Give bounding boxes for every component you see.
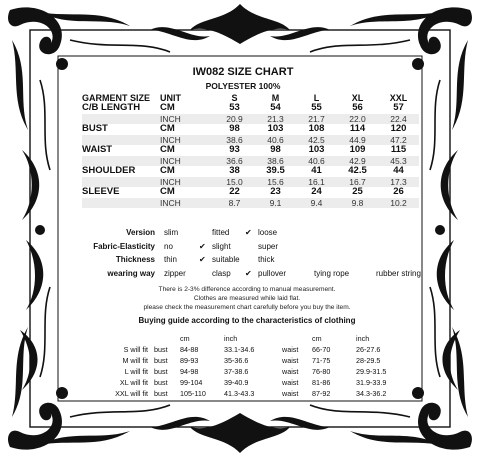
guide-value: waist bbox=[282, 345, 299, 354]
characteristic-option: pullover bbox=[258, 268, 287, 278]
guide-value: waist bbox=[282, 378, 299, 387]
guide-value: 39-40.9 bbox=[224, 378, 249, 387]
left-side-ornament bbox=[20, 150, 45, 390]
size-fit-label: XXL will fit bbox=[115, 389, 148, 398]
guide-value: 31.9-33.9 bbox=[356, 378, 387, 387]
size-value: 55 bbox=[311, 102, 322, 114]
size-fit-label: M will fit bbox=[122, 356, 148, 365]
measurement-name: SLEEVE bbox=[82, 186, 120, 198]
guide-value: 84-88 bbox=[180, 345, 199, 354]
note-line: Clothes are measured while laid flat. bbox=[193, 295, 301, 302]
size-value: 8.7 bbox=[228, 198, 241, 208]
size-value: 24 bbox=[311, 186, 322, 198]
size-value: 114 bbox=[349, 123, 366, 135]
check-mark-icon: ✔ bbox=[199, 255, 206, 264]
guide-column-header: cm bbox=[180, 334, 190, 343]
size-value: 44.9 bbox=[349, 135, 366, 145]
characteristic-option: slim bbox=[164, 228, 179, 237]
size-value: 21.3 bbox=[267, 114, 284, 124]
guide-column-header: inch bbox=[224, 334, 238, 343]
measurement-name: WAIST bbox=[82, 144, 113, 156]
right-side-ornament bbox=[435, 150, 460, 390]
size-value: 22.0 bbox=[349, 114, 366, 124]
size-value: 15.0 bbox=[226, 177, 243, 187]
guide-value: 29.9-31.5 bbox=[356, 367, 387, 376]
size-value: 45.3 bbox=[390, 156, 407, 166]
size-value: 108 bbox=[308, 123, 325, 135]
measurement-name: C/B LENGTH bbox=[82, 102, 141, 114]
size-value: 39.5 bbox=[266, 165, 285, 177]
guide-value: waist bbox=[282, 356, 299, 365]
characteristic-option: clasp bbox=[212, 268, 231, 278]
size-value: 54 bbox=[270, 102, 281, 114]
column-header: XXL bbox=[389, 93, 408, 103]
characteristic-label: Version bbox=[126, 228, 155, 237]
size-row-inch bbox=[82, 198, 419, 208]
size-value: 103 bbox=[267, 123, 284, 135]
size-value: 47.2 bbox=[390, 135, 407, 145]
buying-guide-title: Buying guide according to the characteristics of clothing bbox=[138, 316, 356, 325]
size-value: 36.6 bbox=[226, 156, 243, 166]
check-mark-icon: ✔ bbox=[199, 241, 206, 251]
characteristic-option: thin bbox=[164, 255, 177, 264]
guide-column-header bbox=[98, 333, 154, 344]
size-value: 42.9 bbox=[349, 156, 366, 166]
guide-column-header bbox=[154, 333, 180, 344]
size-row-inch bbox=[82, 114, 419, 124]
column-header: UNIT bbox=[160, 93, 181, 103]
size-row-cm bbox=[82, 166, 419, 177]
size-value: 15.6 bbox=[267, 177, 284, 187]
size-value: 98 bbox=[229, 123, 240, 135]
check-mark-icon: ✔ bbox=[245, 228, 252, 237]
size-value: 40.6 bbox=[308, 156, 325, 166]
size-fit-label: XL will fit bbox=[119, 378, 148, 387]
size-value: 109 bbox=[349, 144, 366, 156]
measurement-name: BUST bbox=[82, 123, 108, 135]
guide-value: 94-98 bbox=[180, 367, 199, 376]
guide-row bbox=[98, 366, 386, 377]
characteristic-label: Fabric-Elasticity bbox=[93, 241, 155, 251]
size-value: 103 bbox=[308, 144, 325, 156]
guide-value: 105-110 bbox=[180, 389, 206, 398]
unit-label: INCH bbox=[160, 198, 181, 208]
guide-value: 35-36.6 bbox=[224, 356, 249, 365]
guide-value: 37-38.6 bbox=[224, 367, 249, 376]
guide-header bbox=[98, 333, 386, 344]
guide-value: 99-104 bbox=[180, 378, 203, 387]
size-row-cm bbox=[82, 187, 419, 198]
size-value: 41 bbox=[311, 165, 322, 177]
guide-column-header: cm bbox=[312, 334, 322, 343]
characteristic-option: thick bbox=[258, 255, 275, 264]
guide-row bbox=[98, 344, 386, 355]
characteristic-option: fitted bbox=[212, 228, 230, 237]
note-line: There is 2-3% difference according to manual measurement. bbox=[158, 286, 336, 293]
size-value: 38.6 bbox=[226, 135, 243, 145]
chart-title: IW082 SIZE CHART bbox=[192, 66, 294, 78]
column-header: XL bbox=[351, 93, 364, 103]
size-value: 22 bbox=[229, 186, 240, 198]
characteristic-option: rubber string bbox=[376, 268, 421, 278]
unit-label: INCH bbox=[160, 156, 181, 166]
note-line: please check the measurement chart carefully before you buy the item. bbox=[143, 304, 351, 311]
bottom-crest-ornament bbox=[150, 413, 330, 453]
size-value: 9.8 bbox=[351, 198, 364, 208]
guide-column-header: inch bbox=[356, 334, 370, 343]
size-fit-label: S will fit bbox=[123, 345, 148, 354]
guide-value: 81-86 bbox=[312, 378, 331, 387]
material-label: POLYESTER 100% bbox=[205, 81, 281, 91]
guide-value: bust bbox=[154, 367, 168, 376]
unit-label: INCH bbox=[160, 135, 181, 145]
top-crest-ornament bbox=[150, 4, 330, 44]
size-row-inch bbox=[82, 135, 419, 145]
guide-value: 34.3-36.2 bbox=[356, 389, 387, 398]
size-value: 53 bbox=[229, 102, 240, 114]
size-value: 115 bbox=[390, 144, 407, 156]
guide-row bbox=[98, 377, 386, 388]
guide-column-header bbox=[282, 333, 312, 344]
size-value: 9.1 bbox=[269, 198, 282, 208]
size-row-cm bbox=[82, 103, 419, 114]
guide-value: 89-93 bbox=[180, 356, 199, 365]
buying-guide-table bbox=[98, 333, 386, 399]
guide-row bbox=[98, 355, 386, 366]
size-fit-label: L will fit bbox=[124, 367, 148, 376]
characteristic-option: no bbox=[164, 241, 173, 251]
unit-label: CM bbox=[160, 144, 175, 156]
guide-value: 28-29.5 bbox=[356, 356, 381, 365]
guide-value: 26-27.6 bbox=[356, 345, 381, 354]
size-value: 42.5 bbox=[308, 135, 325, 145]
characteristic-option: loose bbox=[258, 228, 278, 237]
characteristic-label: wearing way bbox=[107, 268, 155, 278]
unit-label: INCH bbox=[160, 177, 181, 187]
characteristic-option: super bbox=[258, 241, 279, 251]
size-value: 25 bbox=[352, 186, 363, 198]
size-value: 10.2 bbox=[390, 198, 407, 208]
unit-label: CM bbox=[160, 186, 175, 198]
size-value: 17.3 bbox=[390, 177, 407, 187]
guide-value: waist bbox=[282, 389, 299, 398]
guide-value: 87-92 bbox=[312, 389, 331, 398]
column-header: L bbox=[313, 93, 320, 103]
unit-label: CM bbox=[160, 123, 175, 135]
column-header: M bbox=[271, 93, 280, 103]
size-table bbox=[82, 93, 419, 208]
characteristic-option: tying rope bbox=[314, 268, 350, 278]
characteristic-option: zipper bbox=[164, 268, 186, 278]
size-value: 40.6 bbox=[267, 135, 284, 145]
column-header: GARMENT SIZE bbox=[82, 93, 151, 103]
size-value: 20.9 bbox=[226, 114, 243, 124]
size-value: 44 bbox=[393, 165, 404, 177]
size-value: 9.4 bbox=[310, 198, 323, 208]
characteristic-option: suitable bbox=[212, 255, 240, 264]
characteristic-label: Thickness bbox=[115, 255, 155, 264]
size-row-cm bbox=[82, 124, 419, 135]
unit-label: CM bbox=[160, 165, 175, 177]
size-value: 120 bbox=[390, 123, 407, 135]
size-value: 38 bbox=[229, 165, 240, 177]
guide-row bbox=[98, 388, 386, 399]
size-value: 56 bbox=[352, 102, 363, 114]
size-value: 22.4 bbox=[390, 114, 407, 124]
guide-value: 41.3-43.3 bbox=[224, 389, 255, 398]
size-value: 38.6 bbox=[267, 156, 284, 166]
measurement-notes bbox=[82, 285, 412, 312]
size-value: 93 bbox=[229, 144, 240, 156]
size-value: 57 bbox=[393, 102, 404, 114]
size-value: 42.5 bbox=[348, 165, 367, 177]
size-row-inch bbox=[82, 177, 419, 187]
guide-value: 66-70 bbox=[312, 345, 331, 354]
guide-value: bust bbox=[154, 345, 168, 354]
guide-value: 76-80 bbox=[312, 367, 331, 376]
guide-value: bust bbox=[154, 356, 168, 365]
size-value: 98 bbox=[270, 144, 281, 156]
measurement-name: SHOULDER bbox=[82, 165, 136, 177]
size-value: 16.1 bbox=[308, 177, 325, 187]
guide-value: 71-75 bbox=[312, 356, 331, 365]
size-row-cm bbox=[82, 145, 419, 156]
column-header: S bbox=[231, 93, 238, 103]
guide-value: 33.1-34.6 bbox=[224, 345, 255, 354]
unit-label: CM bbox=[160, 102, 175, 114]
size-value: 23 bbox=[270, 186, 281, 198]
size-value: 26 bbox=[393, 186, 404, 198]
size-value: 16.7 bbox=[349, 177, 366, 187]
guide-value: bust bbox=[154, 389, 168, 398]
characteristic-option: slight bbox=[212, 241, 231, 251]
check-mark-icon: ✔ bbox=[245, 268, 252, 278]
size-value: 21.7 bbox=[308, 114, 325, 124]
unit-label: INCH bbox=[160, 114, 181, 124]
measurement-name-spacer bbox=[82, 198, 160, 208]
guide-value: bust bbox=[154, 378, 168, 387]
guide-value: waist bbox=[282, 367, 299, 376]
